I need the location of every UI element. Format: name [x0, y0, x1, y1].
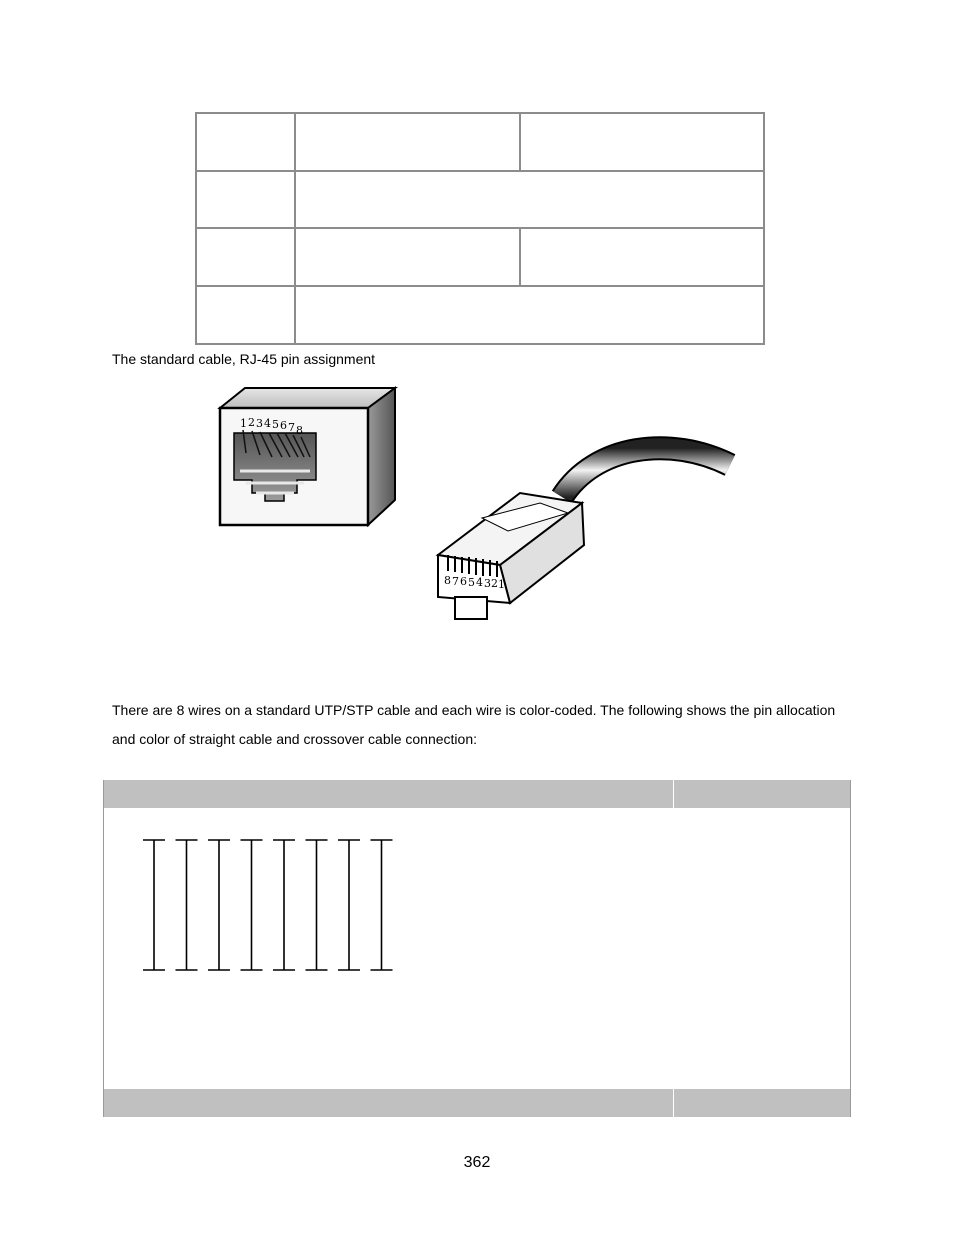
- wire-line: [241, 840, 263, 970]
- top-table: [195, 112, 765, 345]
- plug-pin-label: 7: [452, 575, 459, 588]
- rj45-plug: [438, 448, 730, 619]
- wire-line: [176, 840, 198, 970]
- plug-pin-label: 2: [491, 577, 498, 590]
- jack-pin-label: 8: [296, 424, 303, 437]
- figure-caption: The standard cable, RJ-45 pin assignment: [112, 351, 376, 367]
- plug-pin-label: 6: [460, 575, 467, 588]
- table-cell: [197, 114, 296, 172]
- wire-line: [338, 840, 360, 970]
- rj45-illustration: [200, 375, 760, 630]
- plug-pin-label: 4: [476, 576, 483, 589]
- description-line-2: and color of straight cable and crossover cable connection:: [112, 731, 477, 747]
- plug-pin-label: 1: [498, 578, 505, 591]
- wire-line: [208, 840, 230, 970]
- wire-line: [371, 840, 393, 970]
- description-line-1: There are 8 wires on a standard UTP/STP cable and each wire is color-coded. The following shows the pin allocation: [112, 702, 836, 718]
- jack-pin-label: 6: [280, 419, 287, 432]
- table-cell: [197, 172, 296, 229]
- wiring-table: [103, 780, 851, 1117]
- column-divider: [673, 780, 674, 808]
- jack-pin-label: 4: [264, 417, 271, 430]
- page-number: 362: [463, 1154, 491, 1171]
- table-cell: [296, 287, 763, 343]
- wire-line: [143, 840, 165, 970]
- table-cell: [521, 229, 763, 287]
- plug-pin-label: 8: [444, 574, 451, 587]
- wire-line: [273, 840, 295, 970]
- wire-line: [306, 840, 328, 970]
- table-cell: [296, 229, 521, 287]
- table-cell: [197, 229, 296, 287]
- plug-pin-label: 3: [484, 577, 491, 590]
- straight-wire-diagram: [134, 830, 404, 980]
- table-footer-band: [104, 1089, 850, 1117]
- jack-pin-label: 7: [288, 421, 295, 434]
- jack-pin-label: 2: [248, 416, 255, 429]
- table-cell: [521, 114, 763, 172]
- table-header-band: [104, 780, 850, 808]
- table-cell: [296, 172, 763, 229]
- jack-pin-label: 1: [240, 417, 247, 430]
- plug-pin-label: 5: [468, 576, 475, 589]
- table-cell: [197, 287, 296, 343]
- jack-pin-label: 5: [272, 418, 279, 431]
- rj45-jack: [220, 388, 395, 525]
- table-cell: [296, 114, 521, 172]
- jack-pin-label: 3: [256, 417, 263, 430]
- column-divider: [673, 1089, 674, 1117]
